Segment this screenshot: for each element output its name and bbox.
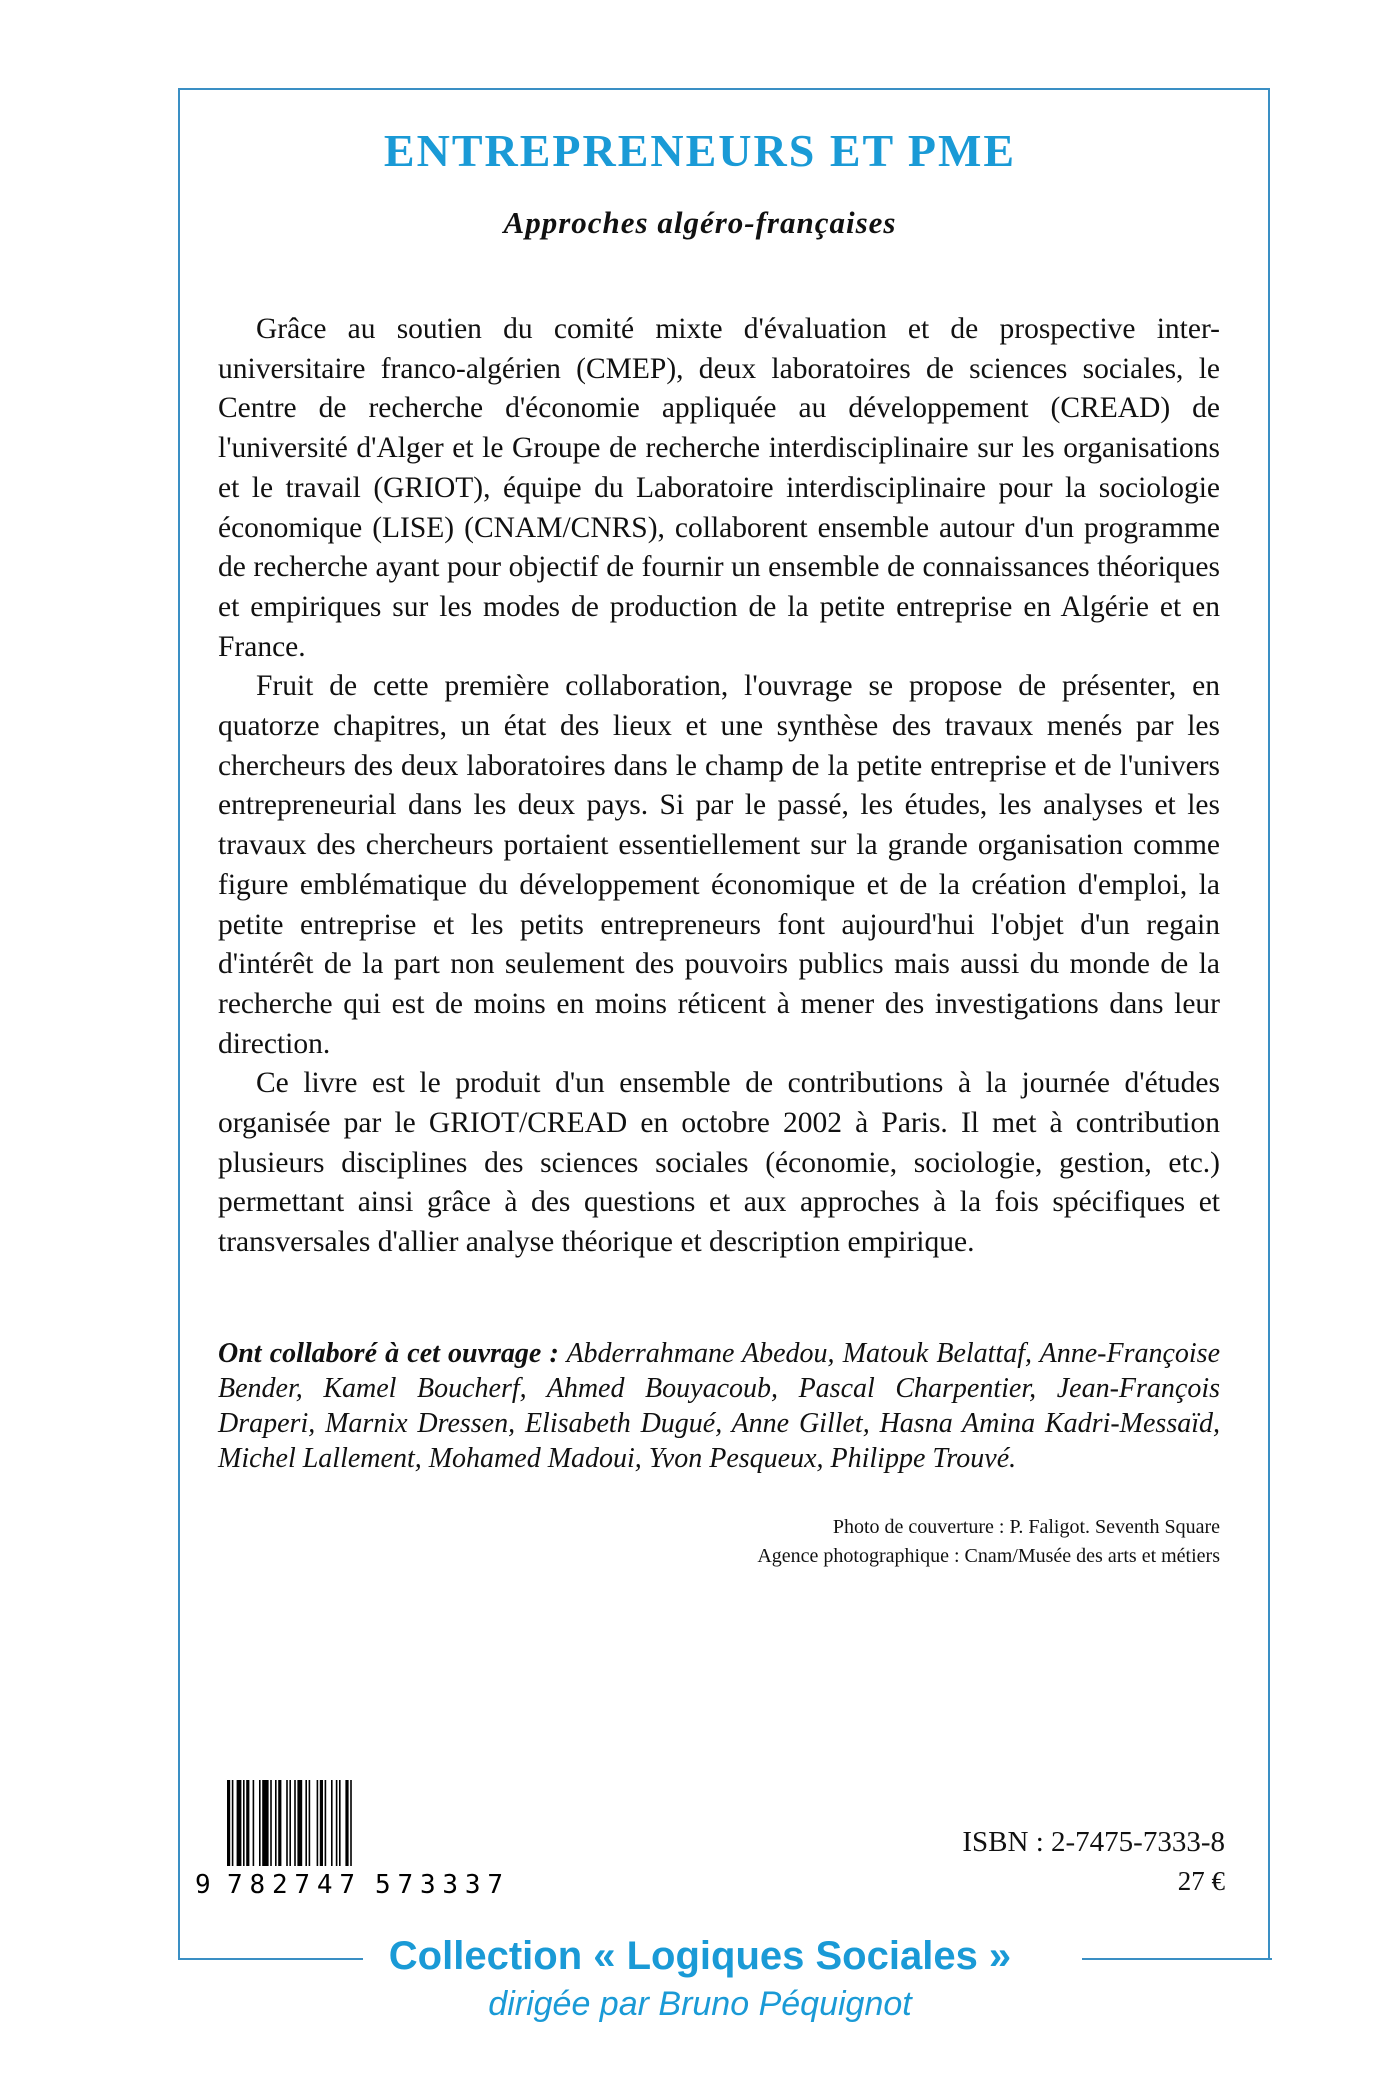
barcode-bar (350, 1780, 352, 1866)
barcode (195, 1780, 535, 1895)
collaborators (218, 1336, 1220, 1476)
barcode-bar (237, 1780, 242, 1866)
photo-credits (757, 1513, 1220, 1571)
barcode-bar (297, 1780, 302, 1866)
barcode-bar (317, 1780, 319, 1866)
barcode-bar (286, 1780, 288, 1866)
price: 27 € (1177, 1866, 1225, 1896)
collaborators-list: Abderrahmane Abedou, Matouk Belattaf, Anne-Françoise Bender, Kamel Boucherf, Ahmed Bouyacoub, Pascal Charpentier, Jean-François Draperi, Marnix Dressen, Elisabeth Dugué, Anne Gillet, Hasna Amina Kadri-Messaïd, Michel Lallement, Mohamed Madoui, Yvon Pesqueux, Philippe Trouvé. (218, 1338, 1221, 1474)
photo-credit: Photo de couverture : P. Faligot. Seventh Square (832, 1516, 1220, 1538)
barcode-bar (262, 1780, 268, 1866)
collection-name: Collection « Logiques Sociales » (388, 1934, 1012, 1978)
barcode-bar (232, 1780, 234, 1866)
barcode-bar (289, 1780, 291, 1866)
barcode-bar (309, 1780, 311, 1866)
barcode-digit-first: 9 (195, 1870, 211, 1895)
barcode-bar (259, 1780, 261, 1866)
blurb-paragraph: Fruit de cette première collaboration, l'ouvrage se propose de présenter, en quatorze chapitres, un état des lieux et une synthèse des travaux menés par les chercheurs des deux laboratoires dans le champ de la petite entreprise et de l'univers entrepreneurial dans les deux pays. Si par le passé, les études, les analyses et les travaux des chercheurs portaient essentiellement sur la grande organisation comme figure emblématique du développement économique et de la création d'emploi, la petite entreprise et les petits entrepreneurs font aujourd'hui l'objet d'un regain d'intérêt de la part non seulement des pouvoirs publics mais aussi du monde de la recherche qui est de moins en moins réticent à mener des investigations dans leur direction. (218, 670, 1220, 1060)
book-subtitle: Approches algéro-françaises (503, 205, 897, 240)
barcode-bar (294, 1780, 296, 1866)
barcode-bar (325, 1780, 327, 1866)
agency-credit: Agence photographique : Cnam/Musée des arts et métiers (757, 1545, 1220, 1567)
barcode-bar (305, 1780, 307, 1866)
blurb-paragraph: Grâce au soutien du comité mixte d'évaluation et de prospective inter-universitaire franco-algérien (CMEP), deux laboratoires de sciences sociales, le Centre de recherche d'économie appliquée au développement (CREAD) de l'université d'Alger et le Groupe de recherche interdisciplinaire sur les organisations et le travail (GRIOT), équipe du Laboratoire interdisciplinaire pour la sociologie économique (LISE) (CNAM/CNRS), collaborent ensemble autour d'un programme de recherche ayant pour objectif de fournir un ensemble de connaissances théoriques et empiriques sur les modes de production de la petite entreprise en Algérie et en France. (218, 313, 1220, 663)
collection-director: dirigée par Bruno Péquignot (488, 1985, 912, 2023)
barcode-bar (336, 1780, 338, 1866)
barcode-bar (331, 1780, 333, 1866)
barcode-bar (253, 1780, 255, 1866)
collaborators-label: Ont collaboré à cet ouvrage : (218, 1338, 559, 1369)
barcode-digits-left: 782747 (227, 1870, 355, 1895)
barcode-bar (275, 1780, 277, 1866)
barcode-bar (227, 1780, 230, 1866)
barcode-bar (278, 1780, 281, 1866)
barcode-bar (270, 1780, 272, 1866)
isbn: ISBN : 2-7475-7333-8 (962, 1826, 1225, 1858)
book-title: ENTREPRENEURS ET PME (383, 125, 1017, 176)
barcode-digits-right: 573337 (375, 1870, 503, 1895)
blurb-paragraph: Ce livre est le produit d'un ensemble de contributions à la journée d'études organisée par le GRIOT/CREAD en octobre 2002 à Paris. Il met à contribution plusieurs disciplines des sciences sociales (économie, sociologie, gestion, etc.) permettant ainsi grâce à des questions et aux approches à la fois spécifiques et transversales d'allier analyse théorique et description empirique. (218, 1067, 1220, 1259)
barcode-bar (339, 1780, 341, 1866)
barcode-bar (345, 1780, 348, 1866)
barcode-bar (246, 1780, 249, 1866)
blurb (218, 310, 1220, 1263)
barcode-bar (320, 1780, 323, 1866)
barcode-bar (243, 1780, 245, 1866)
